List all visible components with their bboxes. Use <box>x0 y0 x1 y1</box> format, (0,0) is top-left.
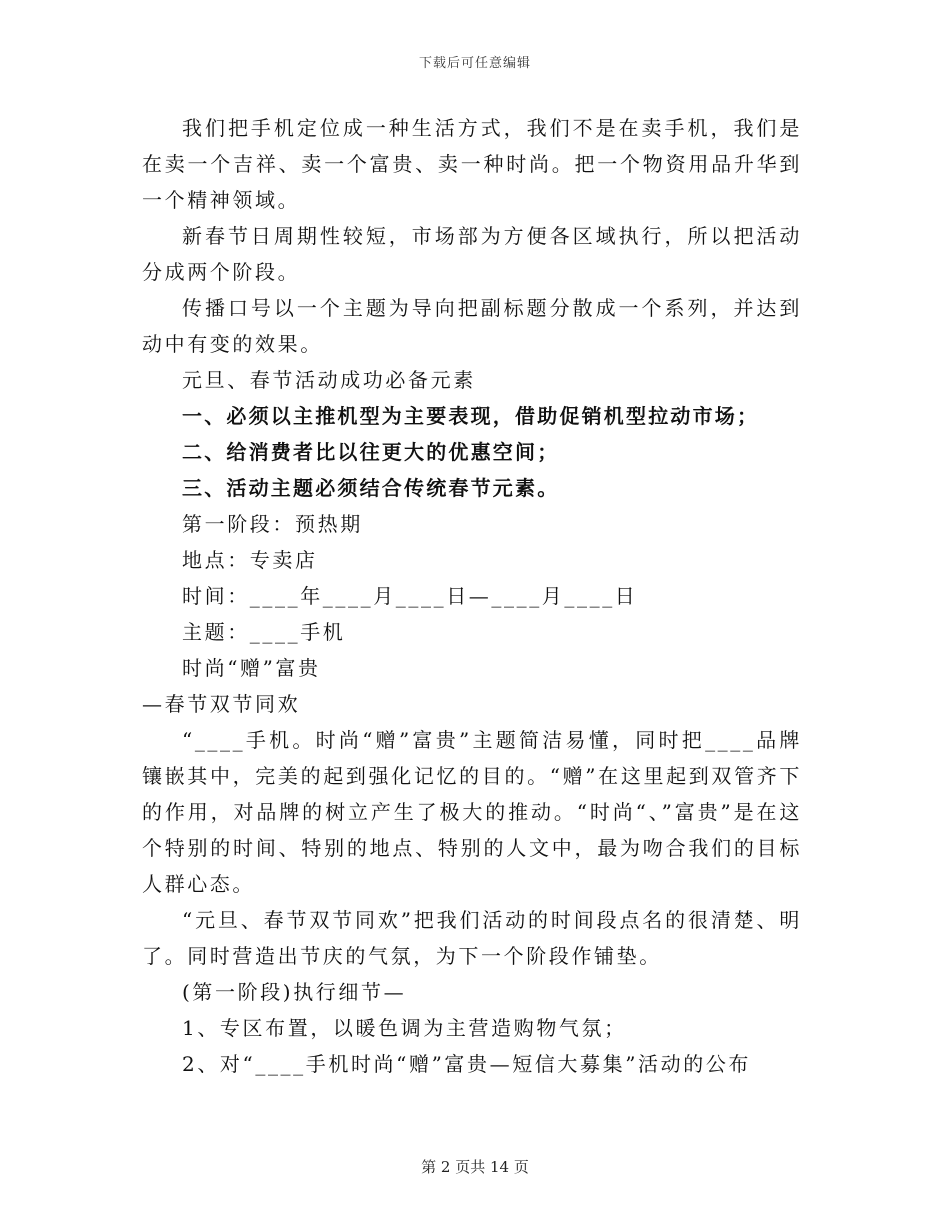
stage-one-subtitle: 时尚“赠”富贵 <box>182 656 321 680</box>
stage-one-location: 地点：专卖店 <box>182 548 318 572</box>
execution-item-2: 2、对“____手机时尚“赠”富贵—短信大募集”活动的公布 <box>182 1052 752 1076</box>
stage-one-subtitle-line2: —春节双节同欢 <box>142 692 301 716</box>
stage-one-title: 第一阶段：预热期 <box>182 512 363 536</box>
paragraph-two-stages: 新春节日周期性较短，市场部为方便各区域执行，所以把活动分成两个阶段。 <box>142 224 802 284</box>
paragraph-positioning: 我们把手机定位成一种生活方式，我们不是在卖手机，我们是在卖一个吉祥、卖一个富贵、卖一种时尚。把一个物资用品升华到一个精神领域。 <box>142 116 802 212</box>
element-item-2: 二、给消费者比以往更大的优惠空间； <box>182 440 560 464</box>
element-item-3: 三、活动主题必须结合传统春节元素。 <box>182 476 560 500</box>
execution-item-1: 1、专区布置，以暖色调为主营造购物气氛； <box>182 1016 627 1040</box>
paragraph-slogan: 传播口号以一个主题为导向把副标题分散成一个系列，并达到动中有变的效果。 <box>142 296 802 356</box>
paragraph-holiday-explanation: “元旦、春节双节同欢”把我们活动的时间段点名的很清楚、明了。同时营造出节庆的气氛，为下一个阶段作铺垫。 <box>142 908 802 968</box>
section-heading-elements: 元旦、春节活动成功必备元素 <box>182 368 476 392</box>
page-footer: 第 2 页共 14 页 <box>421 1158 529 1176</box>
paragraph-theme-explanation: “____手机。时尚“赠”富贵”主题简洁易懂，同时把____品牌镶嵌其中，完美的起到强化记忆的目的。“赠”在这里起到双管齐下的作用，对品牌的树立产生了极大的推动。“时尚“、”富贵”是在这个特别的时间、特别的地点、特别的人文中，最为吻合我们的目标人群心态。 <box>142 728 802 896</box>
execution-details-heading: (第一阶段)执行细节— <box>182 980 407 1004</box>
stage-one-time: 时间：____年____月____日—____月____日 <box>182 584 638 608</box>
page-header: 下载后可任意编辑 <box>418 56 531 71</box>
element-item-1: 一、必须以主推机型为主要表现，借助促销机型拉动市场； <box>182 404 760 428</box>
document-body <box>142 110 802 1082</box>
stage-one-theme: 主题：____手机 <box>182 620 346 644</box>
